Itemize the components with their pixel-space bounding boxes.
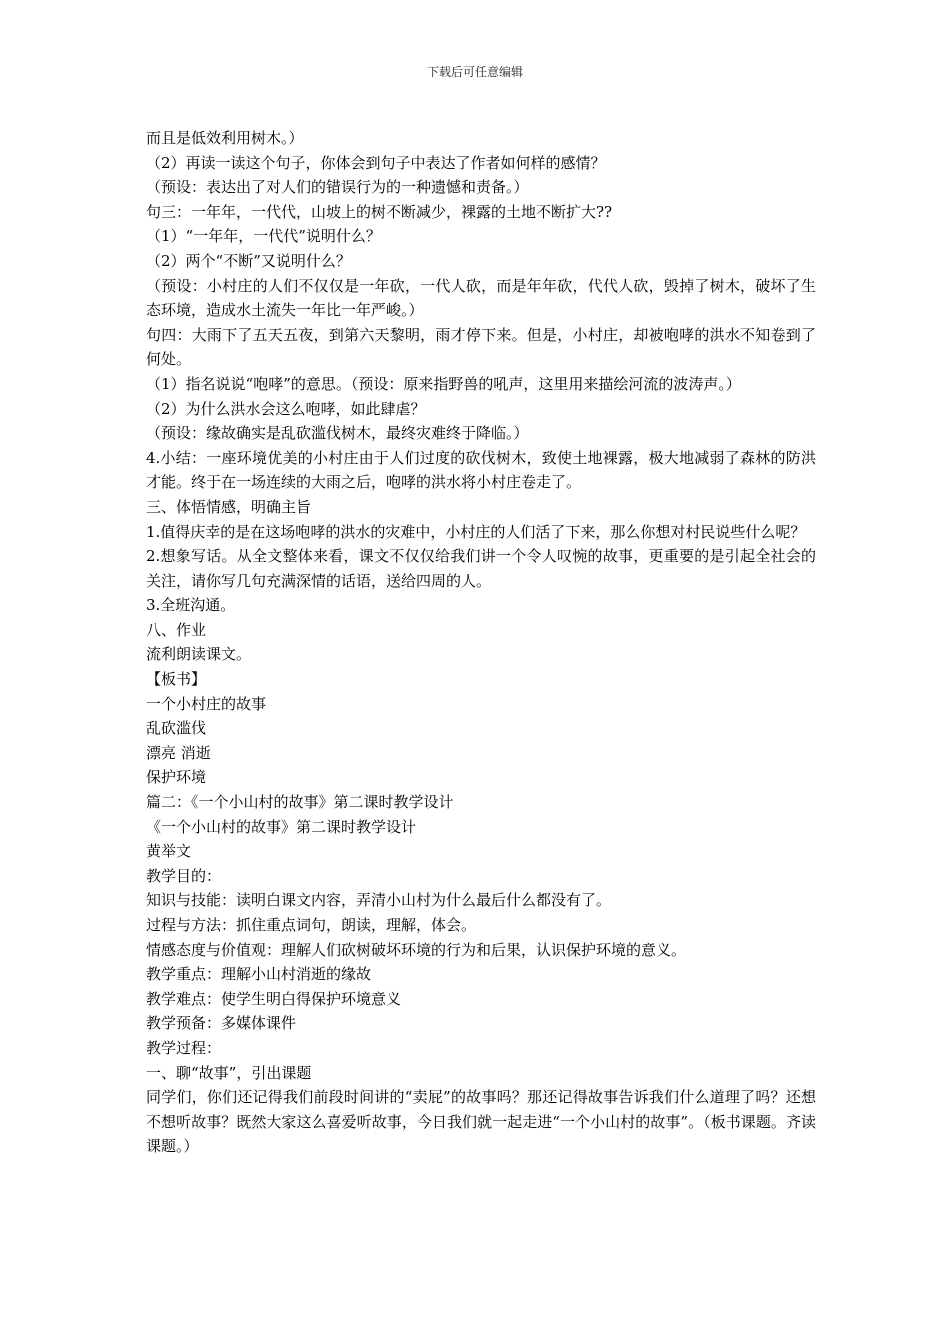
text-line: 4.小结：一座环境优美的小村庄由于人们过度的砍伐树木，致使土地裸露，极大地减弱了森林的防洪才能。终于在一场连续的大雨之后，咆哮的洪水将小村庄卷走了。 bbox=[146, 448, 816, 492]
document-body bbox=[146, 126, 816, 1159]
text-line: 句四：大雨下了五天五夜，到第六天黎明，雨才停下来。但是，小村庄，却被咆哮的洪水不知卷到了何处。 bbox=[146, 325, 816, 369]
text-line: 教学重点：理解小山村消逝的缘故 bbox=[146, 965, 372, 984]
board-line: 漂亮 消逝 bbox=[146, 743, 211, 762]
text-line: 同学们，你们还记得我们前段时间讲的“卖屁”的故事吗？那还记得故事告诉我们什么道理了吗？还想不想听故事？既然大家这么喜爱听故事，今日我们就一起走进“一个小山村的故事”。（板书课题。齐读课题。） bbox=[146, 1088, 816, 1156]
text-line: （2）再读一读这个句子，你体会到句子中表达了作者如何样的感情？ bbox=[146, 153, 606, 172]
document-title: 《一个小山村的故事》第二课时教学设计 bbox=[146, 817, 417, 836]
text-line: 而且是低效利用树木。） bbox=[146, 129, 304, 147]
section-heading: 【板书】 bbox=[146, 670, 207, 689]
text-line: （2）两个“不断”又说明什么？ bbox=[146, 251, 351, 270]
text-line: 2.想象写话。从全文整体来看，课文不仅仅给我们讲一个令人叹惋的故事，更重要的是引起全社会的关注，请你写几句充满深情的话语，送给四周的人。 bbox=[146, 547, 816, 590]
text-line: 教学目的： bbox=[146, 866, 222, 885]
page-header: 下载后可任意编辑 bbox=[426, 65, 523, 79]
text-line: （预设：缘故确实是乱砍滥伐树木，最终灾难终于降临。） bbox=[146, 424, 529, 443]
text-line: （2）为什么洪水会这么咆哮，如此肆虐？ bbox=[146, 399, 426, 418]
text-line: 教学预备：多媒体课件 bbox=[146, 1014, 297, 1033]
text-line: 教学难点：使学生明白得保护环境意义 bbox=[146, 989, 402, 1008]
text-line: 句三：一年年，一代代，山坡上的树不断减少，裸露的土地不断扩大?? bbox=[146, 202, 613, 221]
board-line: 保护环境 bbox=[146, 768, 207, 787]
text-line: 教学过程： bbox=[146, 1038, 222, 1057]
text-line: （预设：小村庄的人们不仅仅是一年砍，一代人砍，而是年年砍，代代人砍，毁掉了树木，破坏了生态环境，造成水土流失一年比一年严峻。） bbox=[146, 276, 816, 320]
text-line: 过程与方法：抓住重点词句，朗读，理解，体会。 bbox=[146, 916, 477, 934]
text-line: 知识与技能：读明白课文内容，弄清小山村为什么最后什么都没有了。 bbox=[146, 891, 612, 910]
section-heading: 三、体悟情感，明确主旨 bbox=[146, 497, 312, 516]
text-line: 3.全班沟通。 bbox=[146, 596, 236, 615]
board-line: 乱砍滥伐 bbox=[146, 719, 207, 738]
text-line: 1.值得庆幸的是在这场咆哮的洪水的灾难中，小村庄的人们活了下来，那么你想对村民说些什么呢？ bbox=[146, 522, 806, 541]
text-line: 流利朗读课文。 bbox=[146, 645, 252, 664]
text-line: （1）指名说说“咆哮”的意思。（预设：原来指野兽的吼声，这里用来描绘河流的波涛声。） bbox=[146, 374, 741, 393]
text-line: （1）“一年年，一代代”说明什么？ bbox=[146, 227, 381, 246]
text-line: （预设：表达出了对人们的错误行为的一种遗憾和责备。） bbox=[146, 178, 529, 197]
text-line: 情感态度与价值观：理解人们砍树破坏环境的行为和后果，认识保护环境的意义。 bbox=[146, 940, 687, 959]
section-heading: 八、作业 bbox=[146, 620, 207, 639]
section-heading: 一、聊“故事”，引出课题 bbox=[146, 1063, 312, 1082]
chapter-title: 篇二：《一个小山村的故事》第二课时教学设计 bbox=[146, 793, 454, 812]
author-name: 黄举文 bbox=[146, 842, 192, 861]
board-line: 一个小村庄的故事 bbox=[146, 694, 267, 713]
